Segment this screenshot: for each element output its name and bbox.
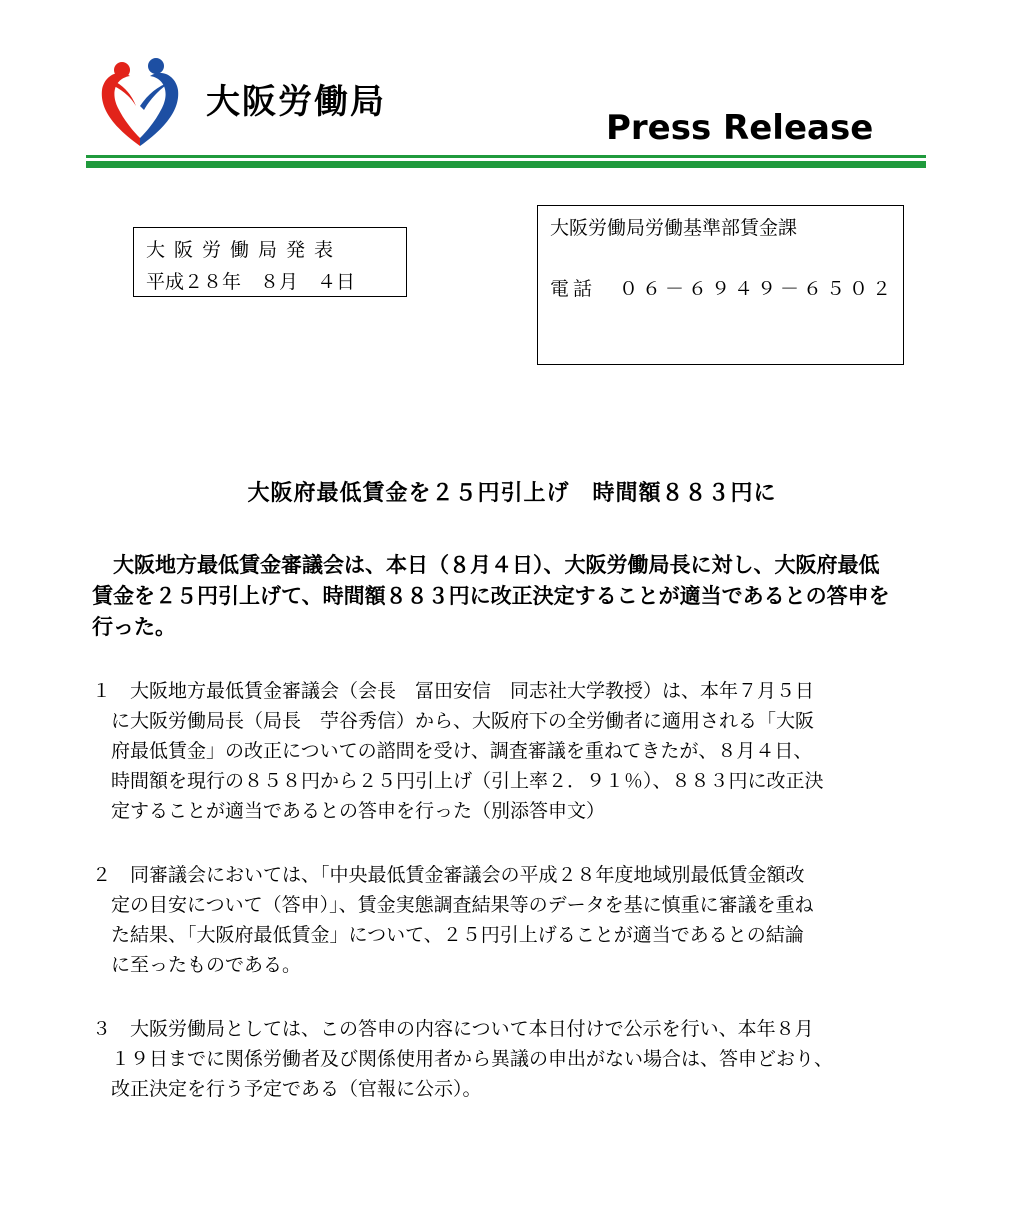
lead-line: 大阪地方最低賃金審議会は、本日（８月４日）、大阪労働局長に対し、大阪府最低 (92, 553, 880, 577)
lead-line: 賃金を２５円引上げて、時間額８８３円に改正決定することが適当であるとの答申を (92, 584, 890, 608)
announcement-issuer: 大阪労働局発表 (146, 239, 343, 261)
item-line: に至ったものである。 (92, 954, 302, 976)
announcement-date: 平成２８年 ８月 ４日 (146, 271, 356, 293)
lead-line: 行った。 (92, 615, 176, 639)
org-name: 大阪労働局 (206, 82, 386, 122)
announcement-box (133, 227, 407, 297)
item-line: 定することが適当であるとの答申を行った（別添答申文） (92, 800, 606, 822)
item-line: 府最低賃金」の改正についての諮問を受け、調査審議を重ねてきたが、８月４日、 (92, 740, 813, 762)
contact-department: 大阪労働局労働基準部賃金課 (550, 217, 798, 239)
item-line: １ 大阪地方最低賃金審議会（会長 冨田安信 同志社大学教授）は、本年７月５日 (92, 680, 815, 702)
mhlw-logo-icon (92, 56, 188, 152)
item-line: 改正決定を行う予定である（官報に公示）。 (92, 1078, 482, 1100)
numbered-item-3 (92, 1014, 940, 1104)
item-line: た結果、「大阪府最低賃金」について、２５円引上げることが適当であるとの結論 (92, 924, 804, 946)
item-line: 定の目安について（答申）」、賃金実態調査結果等のデータを基に慎重に審議を重ね (92, 894, 814, 916)
contact-phone: 電話 ０６－６９４９－６５０２ (550, 278, 896, 300)
item-line: ２ 同審議会においては、「中央最低賃金審議会の平成２８年度地域別最低賃金額改 (92, 864, 805, 886)
numbered-item-1 (92, 676, 940, 826)
press-release-heading: Press Release (606, 108, 874, 148)
item-line: に大阪労働局長（局長 苧谷秀信）から、大阪府下の全労働者に適用される「大阪 (92, 710, 815, 732)
item-line: ３ 大阪労働局としては、この答申の内容について本日付けで公示を行い、本年８月 (92, 1018, 814, 1040)
item-line: 時間額を現行の８５８円から２５円引上げ（引上率２．９１％）、８８３円に改正決 (92, 770, 824, 792)
numbered-item-2 (92, 860, 940, 980)
contact-box (537, 205, 904, 365)
header-rule (86, 155, 926, 169)
lead-paragraph (92, 550, 940, 643)
header-rule-thin (86, 155, 926, 158)
document-title: 大阪府最低賃金を２５円引上げ 時間額８８３円に (247, 481, 777, 506)
header-rule-thick (86, 161, 926, 168)
item-line: １９日までに関係労働者及び関係使用者から異議の申出がない場合は、答申どおり、 (92, 1048, 834, 1070)
